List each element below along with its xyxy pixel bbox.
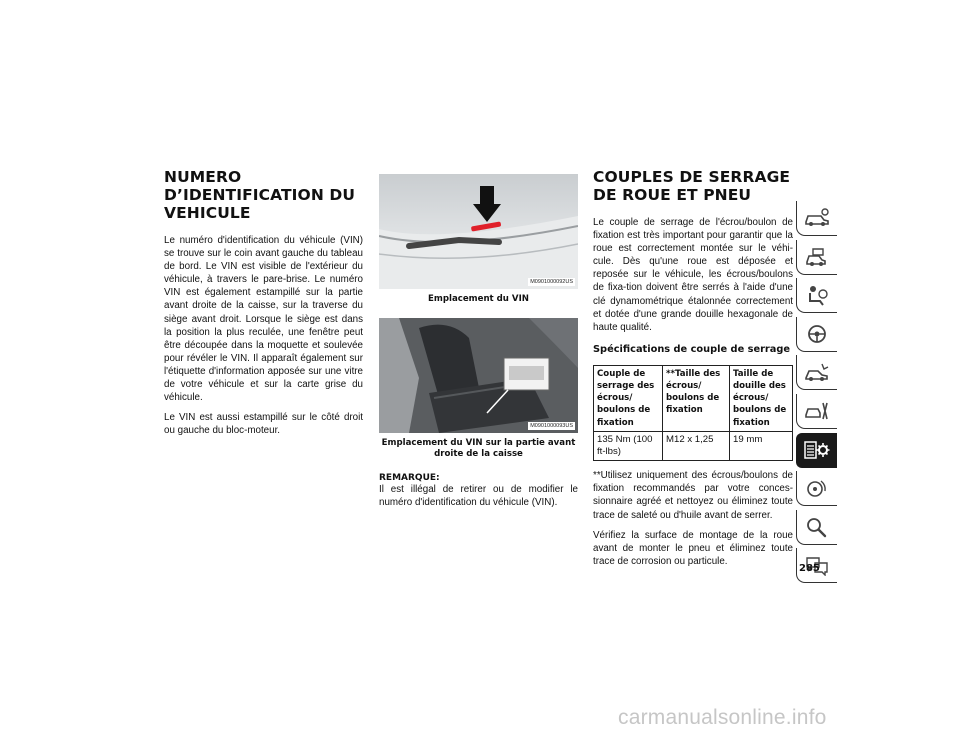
torque-paragraph-1: Le couple de serrage de l'écrou/boulon de fixation est très important pour garantir que la roue est correctement montée sur le véhi-cule. Dès qu'une roue est déposée et reposée sur le véhicule, les écrous/boulons de fixa-tion doivent être serrés à l'aide d'une clé dynamométrique étalonnée correctement et dotée d'une grande douille hexagonale de haute qualité. <box>593 217 793 333</box>
specifications-gear-icon <box>803 439 831 461</box>
table-cell: 135 Nm (100 ft-lbs) <box>594 431 663 460</box>
car-warning-icon <box>803 246 831 268</box>
note-text: Il est illégal de retirer ou de modifier le numéro d'identification du véhicule (VIN). <box>379 483 578 508</box>
torque-table <box>593 365 793 461</box>
seat-illustration <box>379 318 578 433</box>
torque-paragraph-2: **Utilisez uniquement des écrous/boulons de fixation recommandés par votre conces-sionnaire agréé et nettoyez ou éliminez toute trace de saleté ou d'huile avant de serrer. <box>593 470 793 521</box>
multimedia-icon <box>803 477 831 499</box>
car-info-icon <box>803 207 831 229</box>
torque-title: COUPLES DE SERRAGE DE ROUE ET PNEU <box>593 168 791 204</box>
tab-multimedia[interactable] <box>796 471 837 506</box>
torque-section <box>593 168 793 575</box>
steering-wheel-icon <box>803 323 831 345</box>
table-header: **Taille des écrous/ boulons de fixation <box>663 365 730 431</box>
down-arrow-icon <box>473 186 501 222</box>
vin-section <box>164 168 363 444</box>
car-service-icon <box>803 400 831 422</box>
chapter-tabs <box>796 201 840 587</box>
tab-specifications[interactable] <box>796 433 837 468</box>
image-2-id: M0901000093US <box>530 422 573 429</box>
vin-dashboard-photo <box>379 174 578 289</box>
vin-paragraph-1: Le numéro d'identification du véhicule (VIN) se trouve sur le coin avant gauche du tableau de bord. Le VIN est visible de l'extérieur du véhicule, à travers le pare-brise. Le numéro VIN est également estampillé sur la partie avant droite de la caisse, sur la traverse du siège avant droit. Lorsque le siège est dans la position la plus reculée, une fenêtre peut être découpée dans la moquette et soulevée pour révéler le VIN. Il apparaît également sur l'étiquette d'information apposée sur une vitre de votre véhicule et sur la carte grise du véhicule. <box>164 235 363 404</box>
dashboard-illustration <box>379 174 578 289</box>
torque-subheading: Spécifications de couple de serrage <box>593 343 791 355</box>
tab-index[interactable] <box>796 510 837 545</box>
tab-car-service[interactable] <box>796 394 837 429</box>
vin-title: NUMERO D’IDENTIFICATION DU VEHICULE <box>164 168 356 222</box>
table-header-row <box>594 365 793 431</box>
tab-car-info[interactable] <box>796 201 837 236</box>
table-row <box>594 431 793 460</box>
airbag-seat-icon <box>803 284 831 306</box>
car-crash-icon <box>803 361 831 383</box>
vin-paragraph-2: Le VIN est aussi estampillé sur le côté droit ou gauche du bloc-moteur. <box>164 412 363 437</box>
vin-images-column <box>379 174 578 516</box>
tab-car-warning[interactable] <box>796 240 837 275</box>
table-header: Couple de serrage des écrous/ boulons de fixation <box>594 365 663 431</box>
torque-paragraph-3: Vérifiez la surface de montage de la roue avant de monter le pneu et éliminez toute trace de corrosion ou particule. <box>593 529 793 567</box>
caption-vin-location: Emplacement du VIN <box>428 294 529 304</box>
vin-seat-photo <box>379 318 578 433</box>
tab-car-crash[interactable] <box>796 355 837 390</box>
page-number: 285 <box>799 563 820 574</box>
table-header: Taille de douille des écrous/ boulons de fixation <box>730 365 793 431</box>
note-label: REMARQUE: <box>379 472 440 483</box>
table-cell: M12 x 1,25 <box>663 431 730 460</box>
table-cell: 19 mm <box>730 431 793 460</box>
watermark: carmanualsonline.info <box>618 706 827 729</box>
tab-airbag-seat[interactable] <box>796 278 837 313</box>
tab-steering[interactable] <box>796 317 837 352</box>
index-search-icon <box>803 516 831 538</box>
caption-vin-seat: Emplacement du VIN sur la partie avant droite de la caisse <box>381 437 576 459</box>
image-1-id: M0901000092US <box>530 279 573 285</box>
